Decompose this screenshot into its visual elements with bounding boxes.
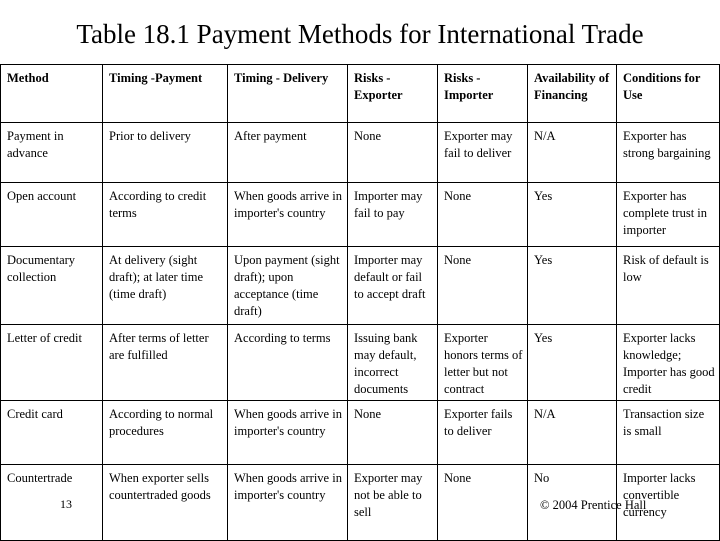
table-cell: According to terms (228, 325, 348, 401)
table-cell: Yes (528, 247, 617, 325)
copyright-notice: © 2004 Prentice Hall (540, 498, 647, 512)
table-cell: Yes (528, 325, 617, 401)
table-title: Table 18.1 Payment Methods for International Trade (76, 19, 644, 49)
header-cell: Risks - Exporter (348, 65, 438, 123)
table-cell: None (438, 465, 528, 541)
table-cell: Exporter may not be able to sell (348, 465, 438, 541)
table-row (1, 325, 720, 401)
table-cell: None (438, 247, 528, 325)
header-cell: Timing -Payment (103, 65, 228, 123)
table-cell: Documentary collection (1, 247, 103, 325)
table-cell: N/A (528, 401, 617, 465)
table-header-row (1, 65, 720, 123)
table-cell: Transaction size is small (617, 401, 720, 465)
table-cell: According to normal procedures (103, 401, 228, 465)
table-cell: Countertrade (1, 465, 103, 541)
table-cell: Exporter may fail to deliver (438, 123, 528, 183)
table-cell: None (348, 123, 438, 183)
table-cell: When goods arrive in importer's country (228, 183, 348, 247)
table-cell: Exporter fails to deliver (438, 401, 528, 465)
slide-number: 13 (60, 497, 72, 511)
header-cell: Method (1, 65, 103, 123)
table-cell: When exporter sells countertraded goods (103, 465, 228, 541)
table-cell: Importer may fail to pay (348, 183, 438, 247)
table-row (1, 401, 720, 465)
table-cell: Exporter lacks knowledge; Importer has good credit (617, 325, 720, 401)
header-cell: Availability of Financing (528, 65, 617, 123)
table-cell: Importer may default or fail to accept draft (348, 247, 438, 325)
table-row (1, 183, 720, 247)
table-cell: None (438, 183, 528, 247)
table-cell: After terms of letter are fulfilled (103, 325, 228, 401)
table-cell: Issuing bank may default, incorrect documents (348, 325, 438, 401)
table-row (1, 123, 720, 183)
table-cell: Exporter honors terms of letter but not contract (438, 325, 528, 401)
table-cell: Prior to delivery (103, 123, 228, 183)
table-cell: Exporter has complete trust in importer (617, 183, 720, 247)
table-row (1, 247, 720, 325)
table-cell: Risk of default is low (617, 247, 720, 325)
header-cell: Risks - Importer (438, 65, 528, 123)
table-cell: No (528, 465, 617, 541)
table-cell: Payment in advance (1, 123, 103, 183)
table-cell: Yes (528, 183, 617, 247)
table-cell: Letter of credit (1, 325, 103, 401)
header-cell: Timing - Delivery (228, 65, 348, 123)
table-cell: Importer lacks convertible currency (617, 465, 720, 541)
table-cell: Credit card (1, 401, 103, 465)
table-cell: Exporter has strong bargaining (617, 123, 720, 183)
table-cell: According to credit terms (103, 183, 228, 247)
table-cell: None (348, 401, 438, 465)
table-cell: When goods arrive in importer's country (228, 465, 348, 541)
table-cell: N/A (528, 123, 617, 183)
table-cell: When goods arrive in importer's country (228, 401, 348, 465)
table-cell: At delivery (sight draft); at later time (time draft) (103, 247, 228, 325)
header-cell: Conditions for Use (617, 65, 720, 123)
table-cell: After payment (228, 123, 348, 183)
payment-methods-table (0, 64, 720, 541)
table-cell: Open account (1, 183, 103, 247)
table-cell: Upon payment (sight draft); upon acceptance (time draft) (228, 247, 348, 325)
